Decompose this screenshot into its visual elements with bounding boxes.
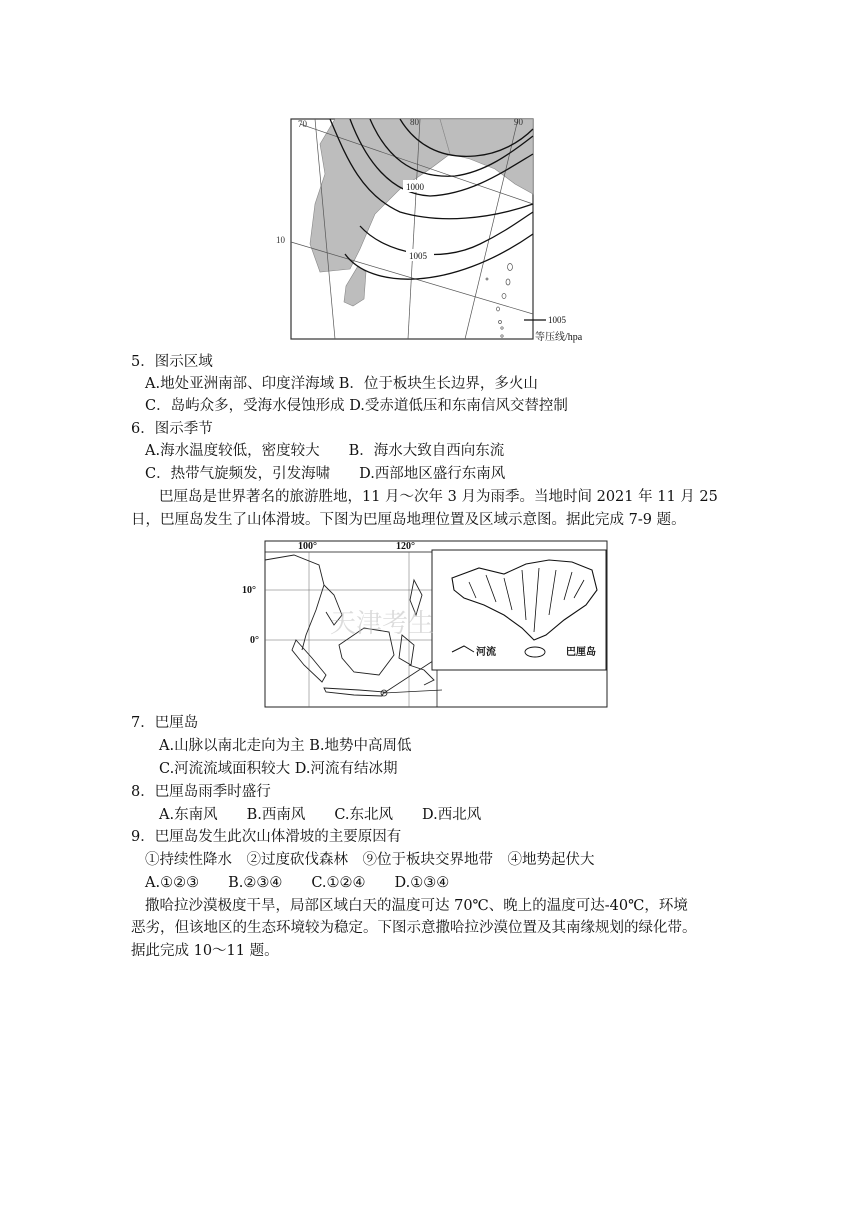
passage-sahara-line-1: 撒哈拉沙漠极度干旱，局部区域白天的温度可达 70℃、晚上的温度可达-40℃，环境 bbox=[145, 898, 688, 914]
bali-location-map bbox=[242, 540, 608, 708]
lon-label-100: 100° bbox=[298, 541, 317, 552]
question-9-statements: ①持续性降水 ②过度砍伐森林 ⑨位于板块交界地带 ④地势起伏大 bbox=[145, 852, 595, 868]
lon-label-90: 90 bbox=[514, 117, 523, 127]
question-8-stem: 8．巴厘岛雨季时盛行 bbox=[131, 784, 271, 800]
question-5-options-ab: A.地处亚洲南部、印度洋海域 B．位于板块生长边界，多火山 bbox=[145, 376, 538, 392]
lon-label-70: 70 bbox=[298, 119, 307, 129]
question-7-stem: 7．巴厘岛 bbox=[131, 715, 199, 731]
river-legend-label: 河流 bbox=[476, 647, 496, 658]
lat-label-10n: 10° bbox=[242, 585, 256, 596]
passage-bali-line-1: 巴厘岛是世界著名的旅游胜地，11 月～次年 3 月为雨季。当地时间 2021 年 11 月 25 bbox=[159, 489, 718, 505]
passage-sahara-line-2: 恶劣，但该地区的生态环境较为稳定。下图示意撒哈拉沙漠位置及其南缘规划的绿化带。 bbox=[131, 920, 697, 936]
legend-value: 1005 bbox=[548, 315, 566, 325]
isobar-map bbox=[276, 114, 590, 344]
question-6-options-cd: C．热带气旋频发，引发海啸 D.西部地区盛行东南风 bbox=[145, 466, 506, 482]
question-7-options-ab: A.山脉以南北走向为主 B.地势中高周低 bbox=[159, 738, 412, 754]
bali-island-label: 巴厘岛 bbox=[566, 647, 596, 658]
lat-label-10: 10 bbox=[276, 235, 285, 245]
isobar-label-1000: 1000 bbox=[406, 182, 424, 192]
passage-sahara-line-3: 据此完成 10～11 题。 bbox=[131, 943, 279, 959]
legend-label: 等压线/hpa bbox=[535, 332, 583, 343]
question-5-options-cd: C．岛屿众多，受海水侵蚀形成 D.受赤道低压和东南信风交替控制 bbox=[145, 398, 568, 414]
lon-label-80: 80 bbox=[410, 117, 419, 127]
question-6-stem: 6．图示季节 bbox=[131, 421, 213, 437]
question-9-stem: 9．巴厘岛发生此次山体滑坡的主要原因有 bbox=[131, 829, 402, 845]
question-9-options: A.①②③ B.②③④ C.①②④ D.①③④ bbox=[145, 875, 450, 891]
lon-label-120: 120° bbox=[396, 541, 415, 552]
question-5-stem: 5．图示区域 bbox=[131, 354, 213, 370]
question-6-options-ab: A.海水温度较低，密度较大 B．海水大致自西向东流 bbox=[145, 443, 505, 459]
nusa-penida-island bbox=[525, 647, 545, 657]
question-7-options-cd: C.河流流域面积较大 D.河流有结冰期 bbox=[159, 761, 398, 777]
question-8-options: A.东南风 B.西南风 C.东北风 D.西北风 bbox=[159, 807, 482, 823]
lat-label-0: 0° bbox=[250, 635, 259, 646]
isobar-label-1005: 1005 bbox=[409, 251, 427, 261]
passage-bali-line-2: 日，巴厘岛发生了山体滑坡。下图为巴厘岛地理位置及区域示意图。据此完成 7-9 题。 bbox=[131, 512, 686, 528]
watermark: 天津考生 bbox=[330, 609, 435, 638]
